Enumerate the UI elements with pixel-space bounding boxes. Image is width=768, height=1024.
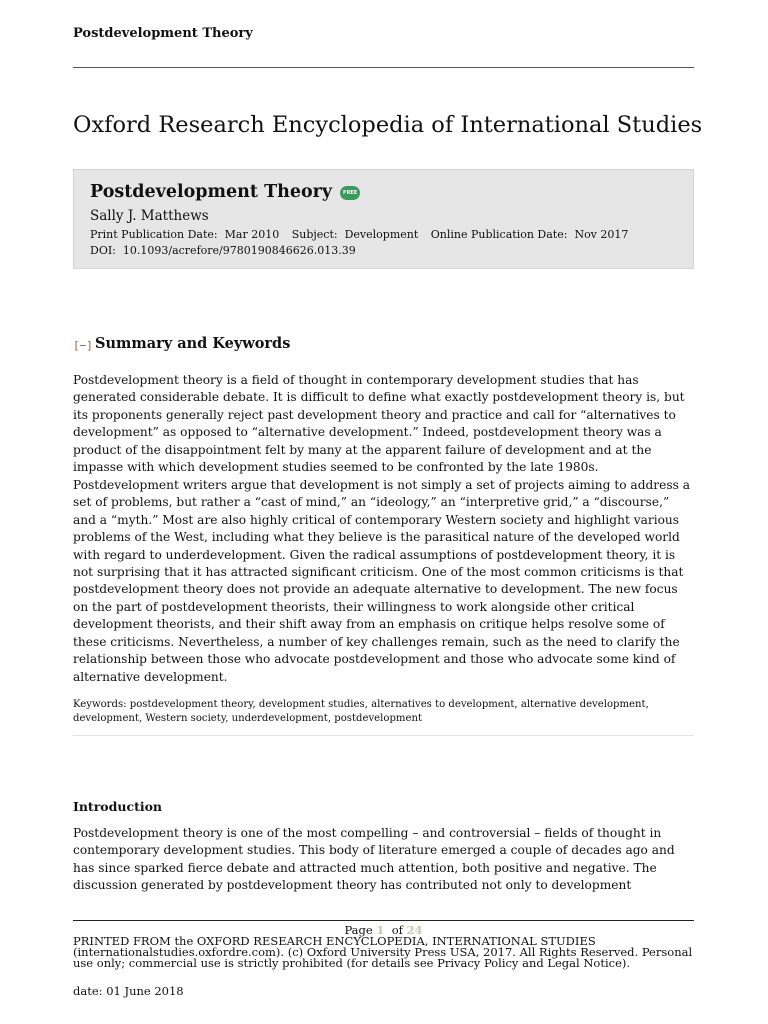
doi-value[interactable]: 10.1093/acrefore/9780190846626.013.39 bbox=[122, 244, 356, 257]
footer-divider bbox=[73, 920, 694, 921]
introduction-paragraph: Postdevelopment theory is one of the most compelling – and controversial – fields of thought in contemporary development studies. This body of literature emerged a couple of decades ago and has since sparked fierce debate and attracted much attention, both positive and negative. The discussion generated by postdevelopment theory has contributed not only to development bbox=[73, 826, 675, 893]
introduction-heading: Introduction bbox=[73, 799, 163, 814]
doi-label: DOI: bbox=[90, 244, 116, 257]
print-pub-value: Mar 2010 bbox=[224, 228, 280, 241]
print-pub-label: Print Publication Date: bbox=[90, 228, 218, 241]
page-of: of bbox=[391, 923, 403, 937]
collapse-toggle-icon[interactable]: [−] bbox=[73, 339, 93, 352]
print-date bbox=[73, 984, 184, 998]
subject-label: Subject: bbox=[291, 228, 338, 241]
running-head-title: Postdevelopment Theory bbox=[73, 26, 253, 41]
keywords-list: postdevelopment theory, development studies, alternatives to development, alternative development, development, Western society, underdevelopment, postdevelopment bbox=[73, 699, 649, 724]
online-pub-label: Online Publication Date: bbox=[430, 228, 568, 241]
article-author[interactable]: Sally J. Matthews bbox=[90, 208, 209, 224]
encyclopedia-title: Oxford Research Encyclopedia of International Studies bbox=[73, 112, 703, 138]
copyright-notice: PRINTED FROM the OXFORD RESEARCH ENCYCLOPEDIA, INTERNATIONAL STUDIES (internationalstudies.oxfordre.com). (c) Oxford University Press USA, 2017. All Rights Reserved. Personal use only; commercial use is strictly prohibited (for details see Privacy Policy and Legal Notice). bbox=[73, 934, 693, 970]
keywords-divider bbox=[73, 735, 694, 736]
date-value: 01 June 2018 bbox=[106, 984, 184, 998]
summary-heading: Summary and Keywords bbox=[95, 335, 291, 352]
header-divider bbox=[73, 67, 694, 68]
keywords-label: Keywords: bbox=[73, 699, 127, 710]
online-pub-value: Nov 2017 bbox=[574, 228, 629, 241]
subject-value[interactable]: Development bbox=[344, 228, 419, 241]
keywords-block bbox=[73, 698, 695, 725]
page-label: Page bbox=[344, 923, 373, 937]
article-title bbox=[90, 182, 360, 202]
summary-paragraph: Postdevelopment theory is a field of thought in contemporary development studies that has generated considerable debate. It is difficult to define what exactly postdevelopment theory is, but its proponents generally reject past development theory and practice and call for “alternatives to development” as opposed to “alternative development.” Indeed, postdevelopment theory was a product of the disappointment felt by many at the apparent failure of development and at the impasse with which development studies seemed to be confronted by the late 1980s. Postdevelopment writers argue that development is not simply a set of projects aiming to address a set of problems, but rather a “cast of mind,” an “ideology,” an “interpretive grid,” a “discourse,” and a “myth.” Most are also highly critical of contemporary Western society and highlight various problems of the West, including what they believe is the parasitical nature of the developed world with regard to underdevelopment. Given the radical assumptions of postdevelopment theory, it is not surprising that it has attracted significant criticism. One of the most common criticisms is that postdevelopment theory does not provide an adequate alternative to development. The new focus on the part of postdevelopment theorists, their willingness to work alongside other critical development theorists, and their shift away from an emphasis on critique helps resolve some of these criticisms. Nevertheless, a number of key challenges remain, such as the need to clarify the relationship between those who advocate postdevelopment and those who advocate some kind of alternative development. bbox=[73, 373, 690, 684]
article-metadata-box bbox=[73, 169, 694, 269]
free-badge-icon: FREE bbox=[340, 186, 360, 200]
publication-info bbox=[90, 228, 628, 241]
page-total: 24 bbox=[406, 923, 423, 937]
article-title-text: Postdevelopment Theory bbox=[90, 182, 333, 202]
doi-info bbox=[90, 244, 356, 257]
page-current: 1 bbox=[376, 923, 385, 937]
date-label: date: bbox=[73, 984, 103, 998]
